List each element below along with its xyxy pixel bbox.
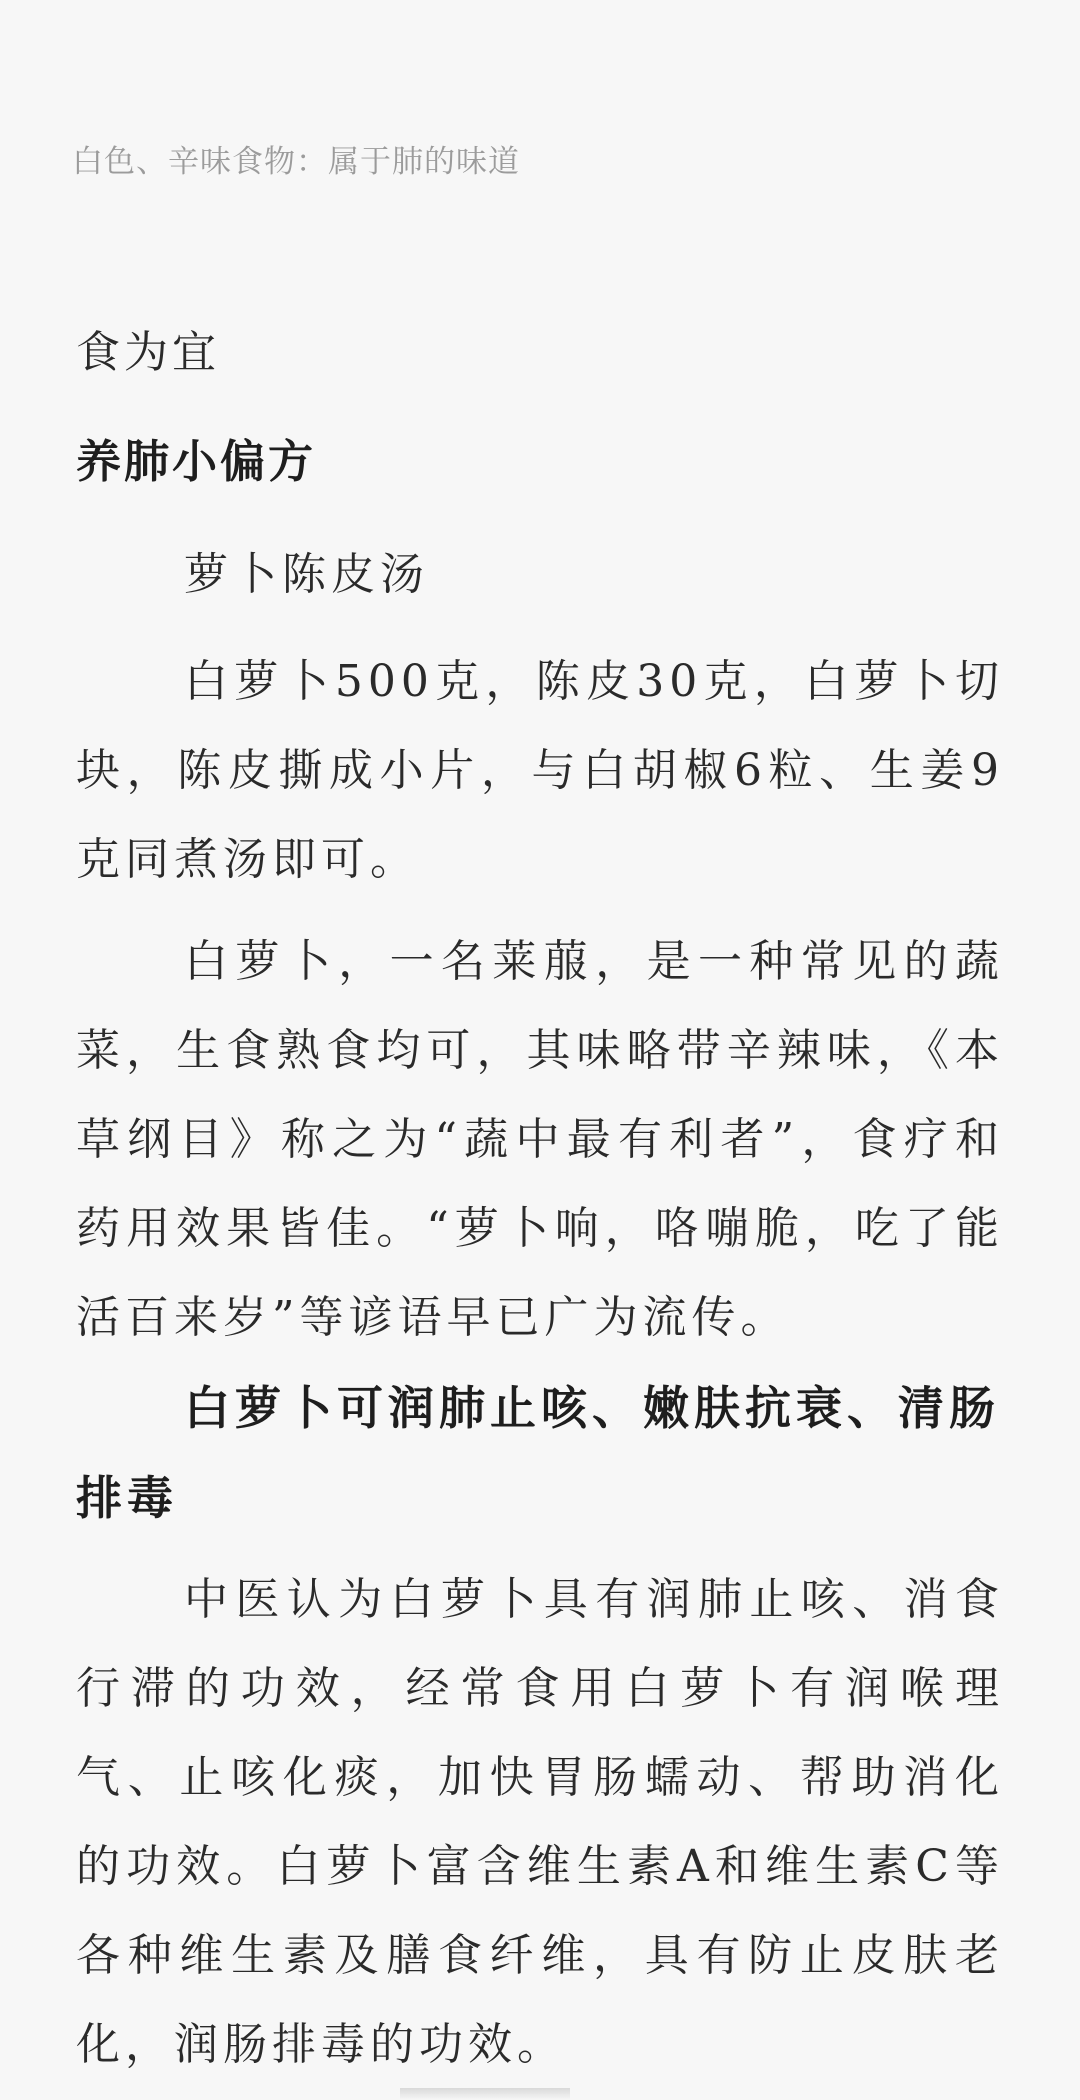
- intro-paragraph: 白萝卜，一名莱菔，是一种常见的蔬菜，生食熟食均可，其味略带辛辣味，《本草纲目》称之为“蔬中最有利者”，食疗和药用效果皆佳。“萝卜响，咯嘣脆，吃了能活百来岁”等谚语早已广为流传。: [76, 936, 1004, 1343]
- column-label: 食为宜: [76, 327, 220, 378]
- benefit-heading: 白萝卜可润肺止咳、嫩肤抗衰、清肠排毒: [76, 1381, 1000, 1525]
- section-title: 养肺小偏方: [76, 435, 317, 488]
- recipe-paragraph: 白萝卜500克，陈皮30克，白萝卜切块，陈皮撕成小片，与白胡椒6粒、生姜9克同煮汤即可。: [76, 656, 1004, 885]
- cut-off-text-fragment: [400, 2088, 570, 2100]
- image-caption: 白色、辛味食物：属于肺的味道: [72, 144, 520, 180]
- benefit-paragraph: 中医认为白萝卜具有润肺止咳、消食行滞的功效，经常食用白萝卜有润喉理气、止咳化痰，加快胃肠蠕动、帮助消化的功效。白萝卜富含维生素A和维生素C等各种维生素及膳食纤维，具有防止皮肤老化，润肠排毒的功效。: [76, 1574, 1004, 2070]
- recipe-title: 萝卜陈皮汤: [184, 549, 429, 600]
